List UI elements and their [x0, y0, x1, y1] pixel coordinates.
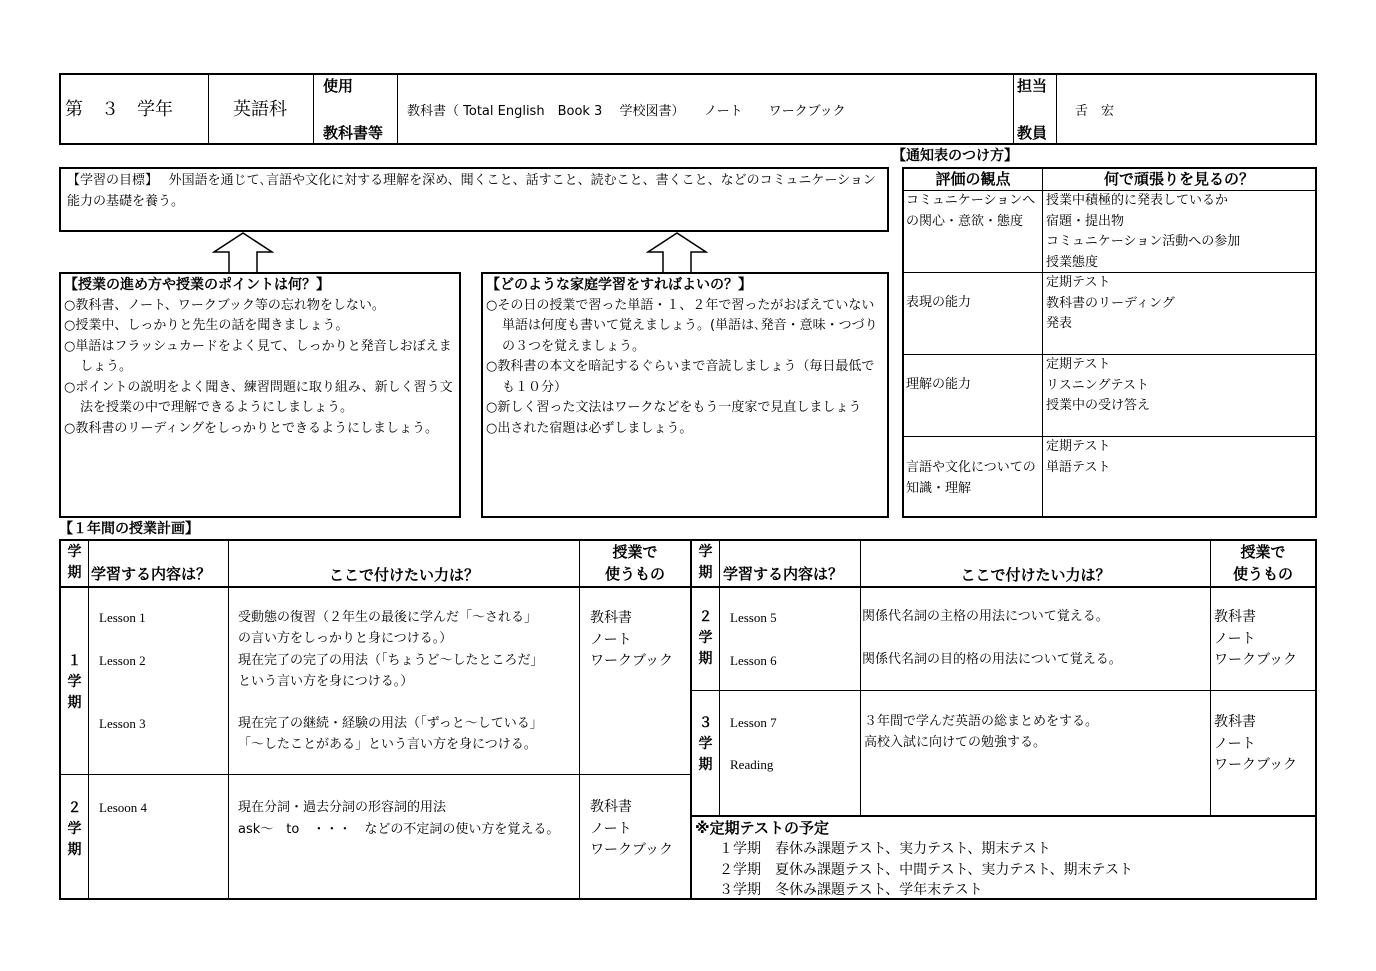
teacher-name: 舌 宏 — [1075, 104, 1115, 119]
skill-cell: 関係代名詞の目的格の用法について覚える。 — [862, 652, 1122, 667]
test-schedule-title: ※定期テストの予定 — [695, 819, 829, 837]
grade-label: 第 ３ 学年 — [65, 99, 173, 120]
usage-label-top: 使用 — [323, 77, 354, 95]
plan-header-materials: 授業で 使うもの — [1232, 543, 1293, 583]
term-label-2: ２ 学 期 — [67, 800, 82, 858]
header-table — [59, 73, 1317, 145]
list-item: ３学期 冬休み課題テスト、学年末テスト — [719, 882, 983, 898]
teacher-label-bottom: 教員 — [1017, 124, 1048, 142]
plan-header-content: 学習する内容は？ — [723, 565, 844, 583]
methods-cell: 定期テスト 教科書のリーディング 発表 — [1046, 275, 1175, 331]
methods-cell: 定期テスト リスニングテスト 授業中の受け答え — [1046, 357, 1151, 413]
methods-cell: 定期テスト 単語テスト — [1046, 439, 1111, 475]
viewpoint-cell: 表現の能力 — [906, 295, 972, 310]
viewpoint-cell: 理解の能力 — [906, 377, 972, 392]
materials-cell: 教科書 ノート ワークブック — [590, 799, 674, 858]
report-card-table — [902, 167, 1317, 518]
list-item: ○単語はフラッシュカードをよく見て、しっかりと発音しおぼえましょう。 — [64, 338, 452, 374]
materials-cell: 教科書 ノート ワークブック — [1214, 609, 1298, 668]
lesson-name: Lesson 1 — [99, 610, 146, 625]
lesson-name: Lesson 3 — [99, 716, 146, 731]
subject-label: 英語科 — [233, 99, 287, 120]
skill-cell: 現在分詞・過去分詞の形容詞的用法 ask～ to ・・・ などの不定詞の使い方を覚える。 — [238, 800, 560, 837]
list-item: ○授業中、しっかりと先生の話を聞きましょう。 — [64, 318, 349, 333]
plan-header-term: 学 期 — [698, 544, 713, 581]
list-item: ○新しく習った文法はワークなどをもう一度家で見直しましょう — [486, 400, 862, 415]
class-points-title: 【授業の進め方や授業のポイントは何？】 — [64, 277, 330, 293]
list-item: ○ポイントの説明をよく聞き、練習問題に取り組み、新しく習う文法を授業の中で理解できるようにしましょう。 — [64, 379, 453, 415]
test-schedule-box — [690, 815, 1317, 900]
term-label-3: ３ 学 期 — [698, 715, 713, 773]
textbooks-list: 教科書（ Total English Book 3 学校図書） ノート ワークブック — [407, 104, 846, 119]
lesson-name: Lesson 5 — [730, 610, 777, 625]
usage-label-bottom: 教科書等 — [323, 124, 384, 142]
plan-header-content: 学習する内容は？ — [91, 565, 212, 583]
list-item: ○教科書の本文を暗記するぐらいまで音読しましょう（毎日最低でも１０分） — [486, 359, 875, 395]
list-item: ２学期 夏休み課題テスト、中間テスト、実力テスト、期末テスト — [719, 861, 1133, 878]
goal-text: 【学習の目標】 外国語を通じて､言語や文化に対する理解を深め、聞くこと、話すこと、読むこと、書くこと、などのコミュニケーション能力の基礎を養う。 — [67, 173, 876, 209]
list-item: ○教科書のリーディングをしっかりとできるようにしましょう。 — [64, 420, 439, 436]
skill-cell: ３年間で学んだ英語の総まとめをする。 高校入試に向けての勉強する。 — [864, 714, 1099, 750]
list-item: １学期 春休み課題テスト、実力テスト、期末テスト — [719, 841, 1051, 857]
home-study-list — [486, 296, 884, 440]
report-card-title: 【通知表のつけ方】 — [892, 148, 1018, 164]
class-points-box — [59, 272, 461, 518]
materials-cell: 教科書 ノート ワークブック — [1214, 714, 1298, 773]
plan-header-skills: ここで付けたい力は？ — [960, 566, 1111, 584]
up-arrow-icon — [646, 232, 708, 274]
lesson-name: Reading — [730, 757, 774, 772]
term-label-2: ２ 学 期 — [698, 609, 713, 667]
test-schedule-list — [695, 839, 1312, 901]
up-arrow-icon — [212, 232, 274, 274]
lesson-name: Lesson 2 — [99, 653, 146, 668]
materials-cell: 教科書 ノート ワークブック — [590, 610, 674, 669]
report-card-col-viewpoint: 評価の観点 — [935, 170, 1011, 188]
viewpoint-cell: 言語や文化についての知識・理解 — [906, 460, 1036, 496]
plan-table-right — [690, 539, 1317, 817]
viewpoint-cell: コミュニケーションへの関心・意欲・態度 — [906, 193, 1036, 229]
report-card-col-methods: 何で頑張りを見るの？ — [1103, 170, 1254, 188]
plan-header-term: 学 期 — [67, 544, 82, 581]
skill-cell: 現在完了の継続・経験の用法（「ずっと～している」 「～したことがある」という言い方を身につける。 — [238, 716, 543, 752]
teacher-label-top: 担当 — [1017, 77, 1048, 95]
lesson-name: Lesson 6 — [730, 653, 777, 668]
skill-cell: 現在完了の完了の用法（「ちょうど～したところだ」 という言い方を身につける。） — [238, 653, 544, 689]
class-points-list — [64, 296, 456, 440]
skill-cell: 関係代名詞の主格の用法について覚える。 — [862, 609, 1109, 624]
list-item: ○教科書、ノート、ワークブック等の忘れ物をしない。 — [64, 297, 385, 313]
home-study-title: 【どのような家庭学習をすればよいの？】 — [486, 277, 752, 293]
list-item: ○出された宿題は必ずしましょう。 — [486, 420, 693, 436]
plan-title: 【１年間の授業計画】 — [59, 521, 199, 537]
plan-table-left — [59, 539, 692, 900]
lesson-name: Lesoon 4 — [99, 800, 148, 815]
plan-header-skills: ここで付けたい力は？ — [328, 566, 479, 584]
term-label-1: １ 学 期 — [67, 653, 82, 711]
list-item: ○その日の授業で習った単語・１、２年で習ったがおぼえていない単語は何度も書いて覚えましょう。(単語は､発音・意味・つづりの３つを覚えましょう。 — [486, 297, 878, 354]
lesson-name: Lesson 7 — [730, 715, 777, 730]
methods-cell: 授業中積極的に発表しているか 宿題・提出物 コミュニケーション活動への参加 授業態度 — [1046, 193, 1241, 270]
skill-cell: 受動態の復習（２年生の最後に学んだ「～される」 の言い方をしっかりと身につける。） — [238, 610, 538, 646]
home-study-box — [481, 272, 889, 518]
goal-box — [59, 167, 889, 232]
plan-header-materials: 授業で 使うもの — [604, 543, 665, 583]
